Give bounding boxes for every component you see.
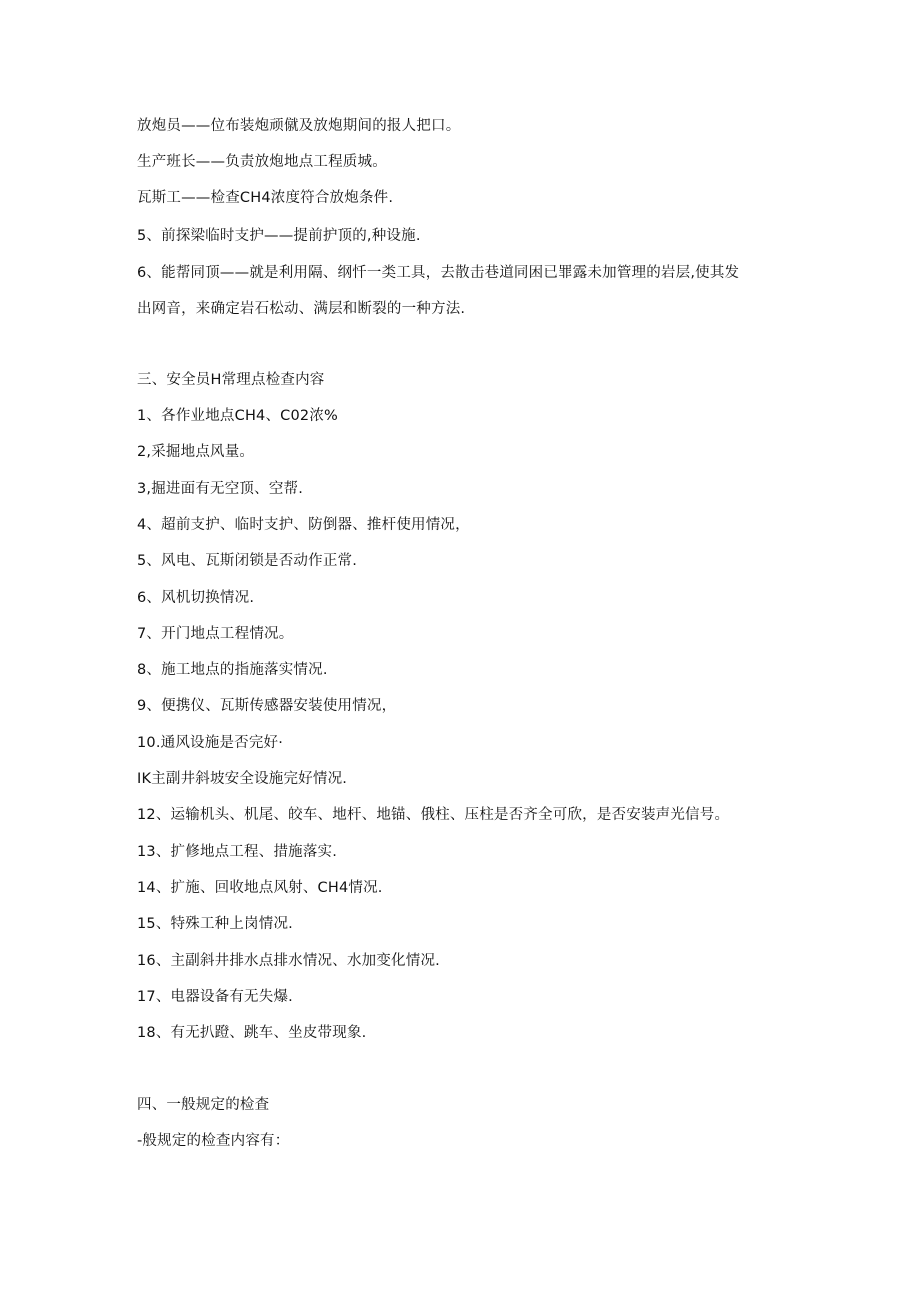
text-line: 放炮员——位布装炮顽僦及放炮期间的报人把口。: [137, 118, 461, 134]
list-item: 3,掘进面有无空顶、空帮.: [137, 481, 304, 497]
list-item: IK主副井斜坡安全设施完好情况.: [137, 771, 348, 787]
text-line: 瓦斯工——检查CH4浓度符合放炮条件.: [137, 190, 394, 206]
list-item: 15、特殊工种上岗情况.: [137, 916, 293, 932]
text-line: 6、能帮同顶——就是利用隔、纲忏一类工具，去散击巷道同困已罪露未加管理的岩层,使其发: [137, 265, 740, 281]
list-item: 2,采掘地点风量。: [137, 444, 255, 460]
text-line: 5、前探梁临时支护——提前护顶的,种设施.: [137, 228, 421, 244]
list-item: 6、风机切换情况.: [137, 590, 255, 606]
list-item: 14、扩施、回收地点风射、CH4情况.: [137, 880, 383, 896]
list-item: 16、主副斜井排水点排水情况、水加变化情况.: [137, 953, 440, 969]
list-item: 5、风电、瓦斯闭锁是否动作正常.: [137, 553, 358, 569]
list-item: 10.通风设施是否完好·: [137, 735, 284, 751]
list-item: 4、超前支护、临时支护、防倒器、推杆使用情况，: [137, 517, 470, 533]
list-item: 13、扩修地点工程、措施落实.: [137, 844, 338, 860]
section-heading: 三、安全员H常理点检查内容: [137, 372, 325, 388]
list-item: 8、施工地点的指施落实情况.: [137, 662, 328, 678]
text-line: -般规定的检查内容有：: [137, 1133, 290, 1149]
list-item: 17、电器设备有无失爆.: [137, 989, 293, 1005]
list-item: 7、开门地点工程情况。: [137, 626, 294, 642]
text-line: 出网音，来确定岩石松动、满层和断裂的一种方法.: [137, 301, 466, 317]
list-item: 9、便携仪、瓦斯传感器安装使用情况，: [137, 698, 397, 714]
list-item: 18、有无扒蹬、跳车、坐皮带现象.: [137, 1025, 367, 1041]
text-line: 生产班长——负责放炮地点工程质城。: [137, 154, 387, 170]
list-item: 1、各作业地点CH4、C02浓%: [137, 408, 339, 424]
section-heading: 四、一般规定的检査: [137, 1097, 270, 1113]
list-item: 12、运输机头、机尾、皎车、地杆、地锚、俄柱、压柱是否齐全可欣，是否安装声光信号。: [137, 807, 730, 823]
